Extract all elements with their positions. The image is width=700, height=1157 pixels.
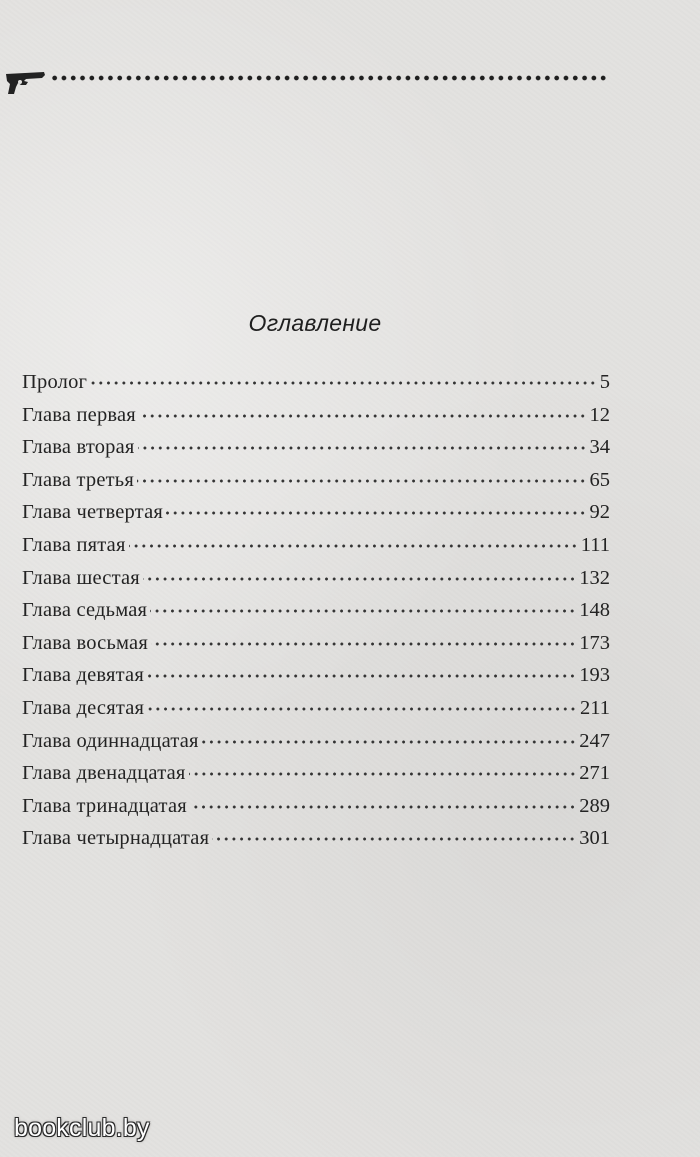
toc-entry-page: 148 bbox=[579, 599, 610, 622]
toc-entry-label: Глава десятая bbox=[22, 696, 145, 719]
toc-entry-label: Глава пятая bbox=[22, 533, 126, 556]
header-ornament-rule bbox=[4, 66, 608, 98]
toc-entry-page: 301 bbox=[579, 827, 610, 850]
toc-entry-page: 289 bbox=[579, 794, 610, 817]
toc-entry-page: 65 bbox=[589, 468, 610, 491]
revolver-icon bbox=[4, 66, 48, 98]
toc-entry-label: Глава девятая bbox=[22, 664, 144, 687]
toc-entry-leader bbox=[90, 381, 597, 385]
toc-entry-leader bbox=[212, 837, 576, 841]
toc-entry-leader bbox=[147, 707, 577, 711]
toc-entry-page: 5 bbox=[599, 371, 610, 393]
toc-entry-leader bbox=[189, 772, 577, 776]
toc-entry-label: Глава вторая bbox=[22, 436, 135, 459]
toc-entry-label: Глава восьмая bbox=[22, 631, 148, 654]
toc-entry-leader bbox=[138, 446, 587, 450]
toc-entry-leader bbox=[129, 544, 578, 548]
toc-entry-label: Глава тринадцатая bbox=[22, 794, 187, 817]
toc-entry-chapter-13 bbox=[22, 790, 610, 823]
table-of-contents bbox=[22, 366, 610, 855]
toc-entry-page: 173 bbox=[579, 631, 610, 654]
toc-entry-chapter-10 bbox=[22, 692, 610, 725]
toc-entry-page: 132 bbox=[579, 566, 610, 589]
toc-entry-chapter-2 bbox=[22, 431, 610, 464]
dotted-rule bbox=[50, 75, 608, 81]
toc-entry-page: 12 bbox=[589, 403, 610, 426]
source-watermark: bookclub.by bbox=[14, 1114, 150, 1142]
toc-entry-label: Глава первая bbox=[22, 403, 136, 426]
toc-entry-chapter-4 bbox=[22, 496, 610, 529]
toc-entry-leader bbox=[151, 642, 576, 646]
toc-entry-label: Глава шестая bbox=[22, 566, 140, 589]
toc-entry-chapter-7 bbox=[22, 594, 610, 627]
toc-entry-page: 111 bbox=[580, 533, 610, 556]
toc-entry-label: Глава четвертая bbox=[22, 501, 164, 524]
toc-entry-page: 193 bbox=[579, 664, 610, 687]
toc-entry-leader bbox=[202, 740, 577, 744]
toc-entry-chapter-6 bbox=[22, 562, 610, 595]
toc-entry-page: 211 bbox=[580, 696, 610, 719]
toc-entry-page: 271 bbox=[579, 762, 610, 785]
toc-title: Оглавление bbox=[248, 310, 382, 336]
toc-entry-page: 34 bbox=[589, 436, 610, 459]
toc-entry-leader bbox=[143, 577, 576, 581]
toc-entry-leader bbox=[166, 511, 586, 515]
toc-entry-chapter-11 bbox=[22, 725, 610, 758]
toc-entry-label: Глава двенадцатая bbox=[22, 762, 186, 785]
toc-entry-label: Пролог bbox=[22, 371, 88, 393]
toc-entry-label: Глава седьмая bbox=[22, 599, 148, 622]
toc-entry-chapter-14 bbox=[22, 822, 610, 855]
toc-entry-leader bbox=[137, 479, 587, 483]
toc-entry-page: 92 bbox=[589, 501, 610, 524]
toc-entry-leader bbox=[139, 414, 587, 418]
toc-entry-leader bbox=[150, 609, 576, 613]
toc-entry-label: Глава одиннадцатая bbox=[22, 729, 199, 752]
toc-entry-chapter-3 bbox=[22, 464, 610, 497]
toc-entry-chapter-1 bbox=[22, 399, 610, 432]
toc-entry-leader bbox=[147, 674, 576, 678]
toc-entry-leader bbox=[190, 805, 576, 809]
toc-entry-label: Глава четырнадцатая bbox=[22, 827, 210, 850]
toc-entry-chapter-8 bbox=[22, 627, 610, 660]
toc-entry-page: 247 bbox=[579, 729, 610, 752]
toc-entry-label: Глава третья bbox=[22, 468, 134, 491]
toc-entry-chapter-12 bbox=[22, 757, 610, 790]
toc-entry-prologue bbox=[22, 366, 610, 399]
toc-entry-chapter-9 bbox=[22, 659, 610, 692]
toc-entry-chapter-5 bbox=[22, 529, 610, 562]
